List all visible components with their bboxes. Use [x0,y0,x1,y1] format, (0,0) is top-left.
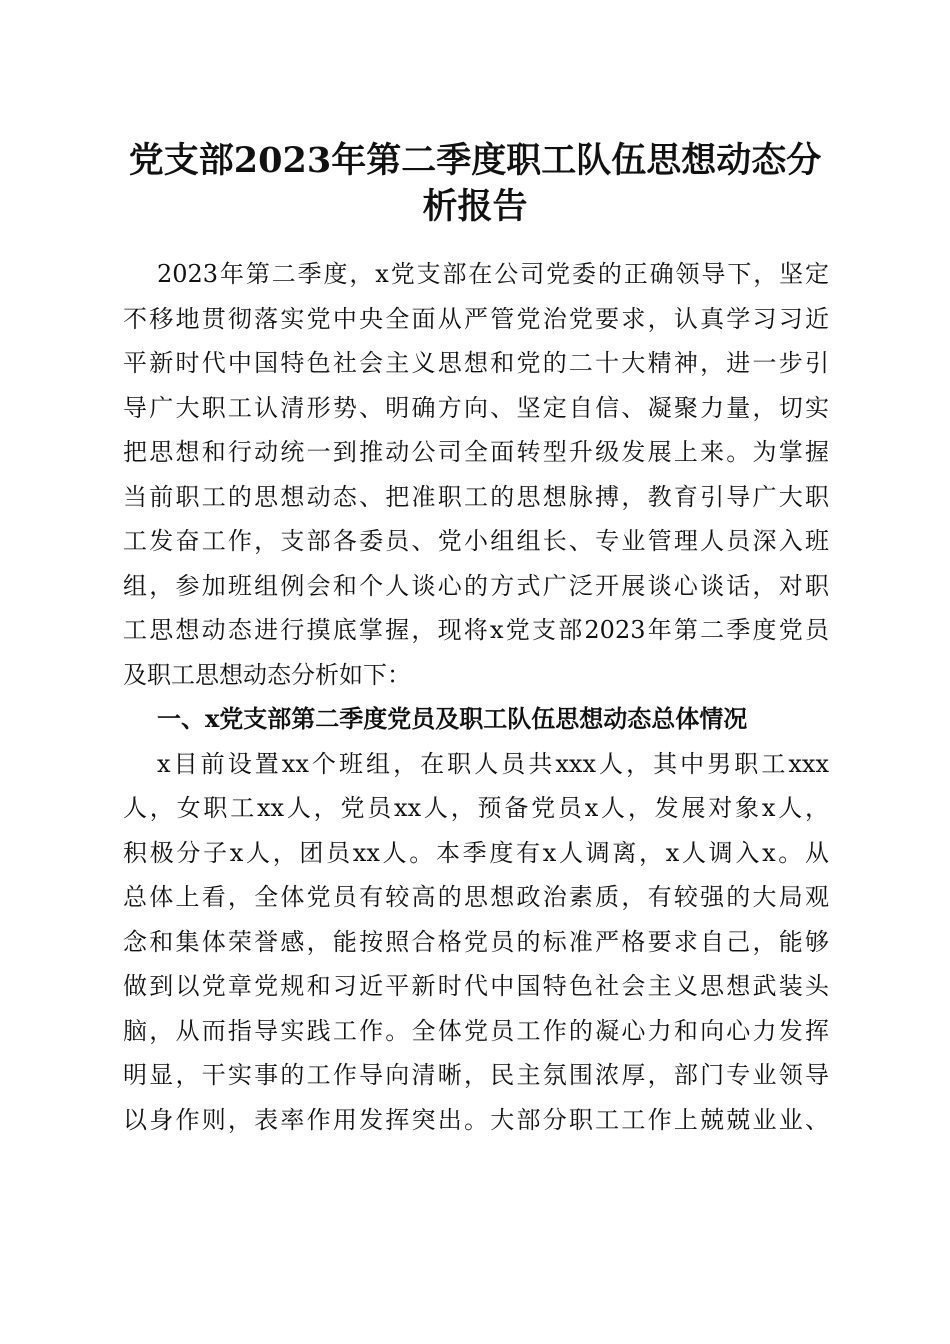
text-line: 工发奋工作，支部各委员、党小组组长、专业管理人员深入班 [123,527,829,555]
text-line: 脑，从而指导实践工作。全体党员工作的凝心力和向心力发挥 [123,1016,829,1045]
text-line: 当前职工的思想动态、把准职工的思想脉搏，教育引导广大职 [123,482,829,511]
text-line: 念和集体荣誉感，能按照合格党员的标准严格要求自己，能够 [123,927,829,956]
title-line: 析报告 [422,186,528,227]
text-line: 平新时代中国特色社会主义思想和党的二十大精神，进一步引 [123,349,829,377]
text-line: 明显，干实事的工作导向清晰，民主氛围浓厚，部门专业领导 [123,1061,829,1089]
text-line: 以身作则，表率作用发挥突出。大部分职工工作上兢兢业业、 [123,1105,829,1134]
section-heading: 一、x党支部第二季度党员及职工队伍思想动态总体情况 [157,704,748,733]
text-line: 及职工思想动态分析如下： [123,660,411,689]
paragraph-overview [123,742,829,1143]
text-line: 积极分子x人，团员xx人。本季度有x人调离，x人调入x。从 [123,838,829,867]
text-line: 做到以党章党规和习近平新时代中国特色社会主义思想武装头 [123,972,829,1000]
text-line: 导广大职工认清形势、明确方向、坚定自信、凝聚力量，切实 [123,393,829,422]
text-line: 总体上看，全体党员有较高的思想政治素质，有较强的大局观 [123,883,829,911]
text-line: 不移地贯彻落实党中央全面从严管党治党要求，认真学习习近 [123,304,829,333]
text-line: 2023年第二季度，x党支部在公司党委的正确领导下，坚定 [157,260,829,288]
text-line: 工思想动态进行摸底掌握，现将x党支部2023年第二季度党员 [123,616,829,644]
text-line: 把思想和行动统一到推动公司全面转型升级发展上来。为掌握 [123,438,829,466]
paragraph-intro [123,252,829,697]
text-line: 组，参加班组例会和个人谈心的方式广泛开展谈心谈话，对职 [123,571,829,600]
document-body [123,252,829,1142]
text-line: x目前设置xx个班组，在职人员共xxx人，其中男职工xxx [157,749,829,778]
document-title [100,138,850,230]
title-line: 党支部2023年第二季度职工队伍思想动态分 [128,140,822,181]
text-line: 人，女职工xx人，党员xx人，预备党员x人，发展对象x人， [123,794,829,822]
